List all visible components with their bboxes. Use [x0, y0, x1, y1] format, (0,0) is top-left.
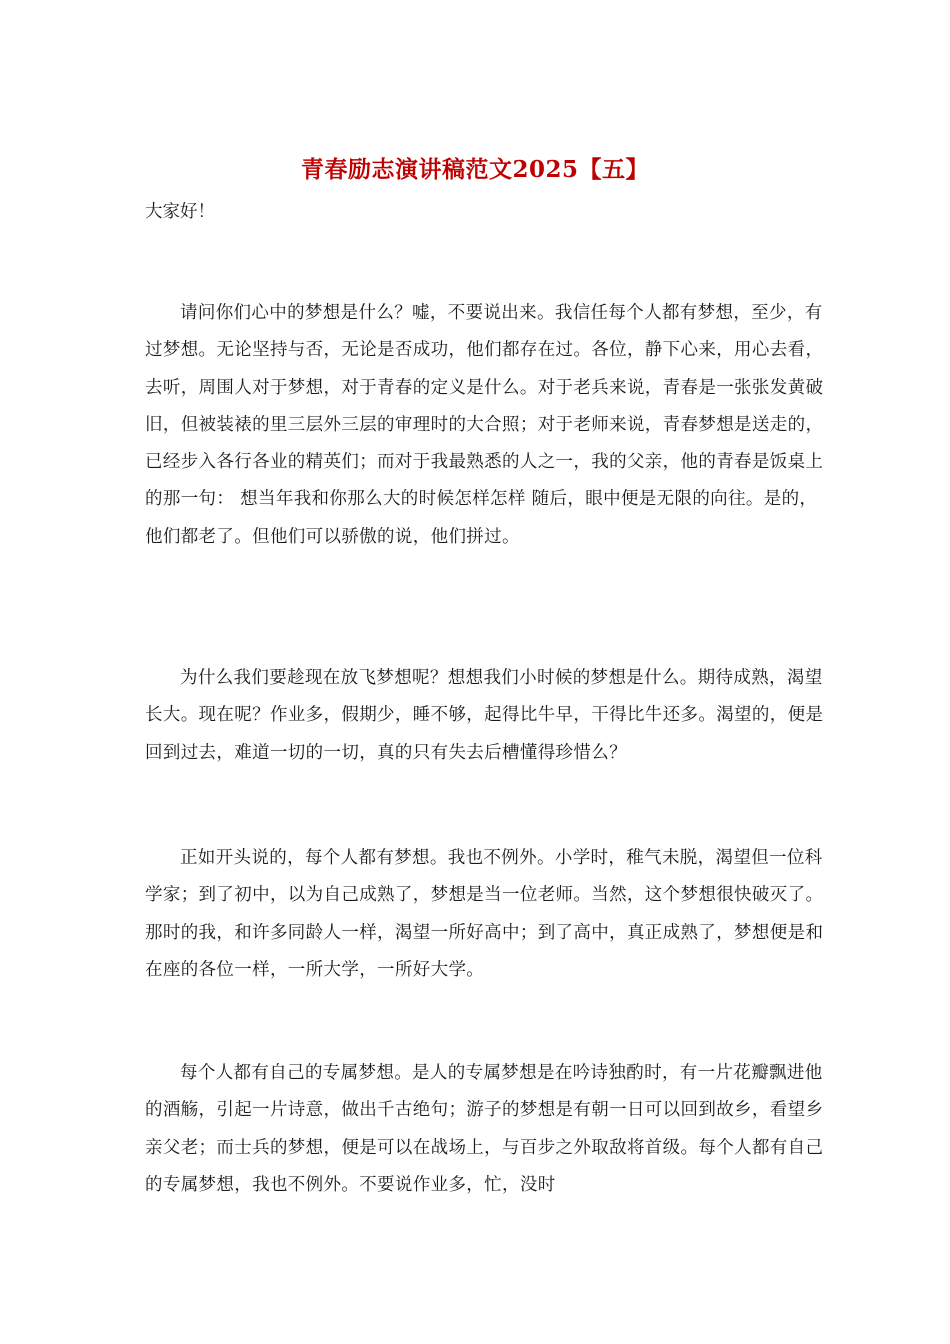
greeting-text: 大家好！	[145, 202, 215, 222]
paragraph-4: 每个人都有自己的专属梦想。是人的专属梦想是在吟诗独酌时，有一片花瓣飘进他的酒觞，引起一片诗意，做出千古绝句；游子的梦想是有朝一日可以回到故乡，看望乡亲父老；而士兵的梦想，便是可以在战场上，与百步之外取敌将首级。每个人都有自己的专属梦想，我也不例外。不要说作业多，忙，没时	[145, 1063, 824, 1195]
document-title: 青春励志演讲稿范文2025【五】	[300, 156, 649, 183]
paragraph-1: 请问你们心中的梦想是什么？嘘，不要说出来。我信任每个人都有梦想，至少，有过梦想。无论坚持与否，无论是否成功，他们都存在过。各位，静下心来，用心去看，去听，周围人对于梦想，对于青春的定义是什么。对于老兵来说，青春是一张张发黄破旧，但被装裱的里三层外三层的审理时的大合照；对于老师来说，青春梦想是送走的，已经步入各行各业的精英们；而对于我最熟悉的人之一，我的父亲，他的青春是饭桌上的那一句： 想当年我和你那么大的时候怎样怎样 随后，眼中便是无限的向往。是的，他们都老了。但他们可以骄傲的说，他们拼过。	[145, 303, 824, 547]
paragraph-3: 正如开头说的，每个人都有梦想。我也不例外。小学时，稚气未脱，渴望但一位科学家；到了初中，以为自己成熟了，梦想是当一位老师。当然，这个梦想很快破灭了。那时的我，和许多同龄人一样，渴望一所好高中；到了高中，真正成熟了，梦想便是和在座的各位一样，一所大学，一所好大学。	[145, 848, 824, 980]
paragraph-2: 为什么我们要趁现在放飞梦想呢？想想我们小时候的梦想是什么。期待成熟，渴望长大。现在呢？作业多，假期少，睡不够，起得比牛早，干得比牛还多。渴望的，便是回到过去，难道一切的一切，真的只有失去后槽懂得珍惜么？	[145, 668, 824, 763]
